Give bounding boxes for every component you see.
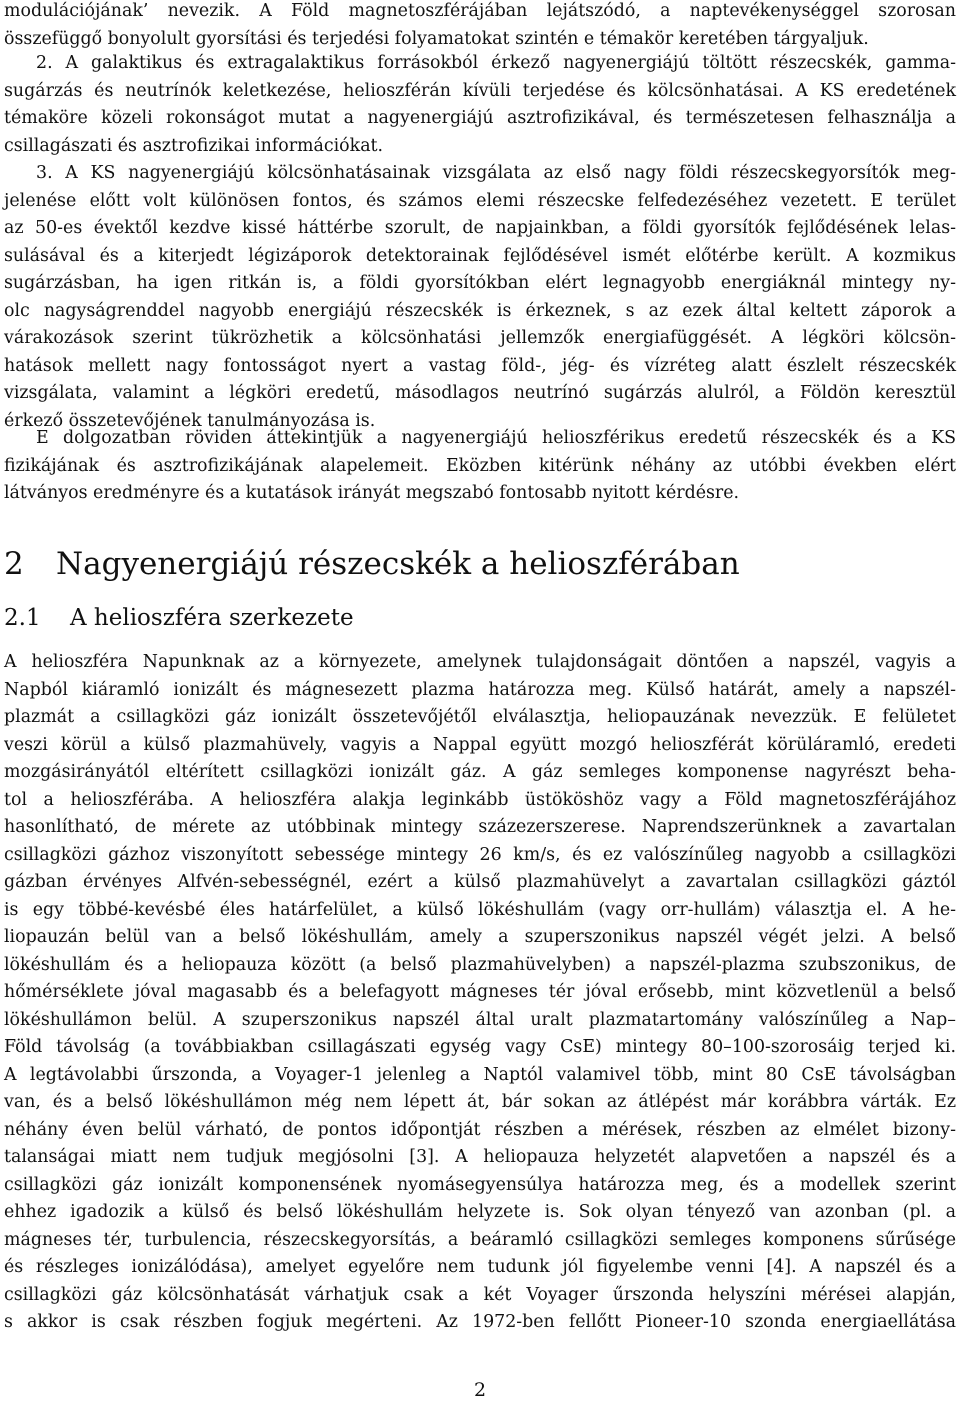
text-line: veszi körül a külső plazmahüvely, vagyis a Nappal együtt mozgó helioszférát körüláramló, eredeti [4, 734, 956, 755]
text-line: az 50-es évektől kezdve kissé háttérbe szorult, de napjainkban, a földi gyorsítók fejlődésének lelas- [4, 218, 956, 238]
subsection-heading [4, 602, 354, 634]
text-line: látványos eredményre és a kutatások irányát megszabó fontosabb nyitott kérdésre. [4, 483, 740, 503]
text-line: Föld távolság (a továbbiakban csillagászati egység vagy CsE) mintegy 80–100-szorosáig terjed ki. [4, 1037, 956, 1057]
text-line: sulásával és a kiterjedt légizáporok detektorainak fejlődésével ismét előtérbe került. A kozmikus [4, 245, 956, 266]
text-line: liopauzán belül van a belső lökéshullám, amely a szuperszonikus napszél végét jelzi. A belső [4, 927, 956, 947]
text-line: és részleges ionizálódása), amelyet egyelőre nem tudunk jól figyelembe venni [4]. A napszél és a [4, 1257, 956, 1277]
subsection-number: 2.1 [4, 605, 41, 631]
text-line: is egy többé-kevésbé éles határfelület, a külső lökéshullám (vagy orr-hullám) választja el. A he- [4, 899, 956, 920]
text-line: A legtávolabbi űrszonda, a Voyager-1 jelenleg a Naptól valamivel több, mint 80 CsE távolságban [4, 1064, 956, 1085]
text-line: érkező összetevőjének tanulmányozása is. [4, 410, 376, 431]
text-line: plazmát a csillagközi gáz ionizált összetevőjétől elválasztja, heliopauzának nevezzük. E felületet [4, 707, 956, 727]
text-line: csillagászati és asztrofizikai információkat. [4, 135, 384, 156]
text-line: csillagközi gáz ionizált komponensének nyomásegyensúlya határozza meg, és a modellek szerint [4, 1174, 956, 1195]
text-line: van, és a belső lökéshullámon még nem lépett át, bár sokan az átlépést már korábbra várták. Ez [4, 1092, 956, 1112]
text-line: csillagközi gáz kölcsönhatását várhatjuk csak a két Voyager űrszonda helyszíni mérései alapján, [4, 1284, 956, 1305]
text-line: témaköre közeli rokonságot mutat a nagyenergiájú asztrofizikával, és természetesen felhasználja a [4, 108, 956, 128]
text-line: sugárzás és neutrínók keletkezése, helioszférán kívüli terjedése és kölcsönhatásai. A KS eredetének [4, 80, 956, 101]
text-line: olc nagyságrenddel nagyobb energiájú részecskék is érkeznek, s az ezek által keltett záporok a [4, 300, 956, 321]
text-line: összefüggő bonyolult gyorsítási és terjedési folyamatokat szintén e témakör keretében tárgyaljuk. [4, 28, 869, 49]
text-line: E dolgozatban röviden áttekintjük a nagyenergiájú helioszférikus eredetű részecskék és a KS [36, 428, 956, 448]
text-line: mágneses tér, turbulencia, részecskegyorsítás, a beáramló csillagközi semleges komponens sűrűsége [4, 1229, 956, 1250]
list-item-3 [4, 160, 956, 435]
text-line: 3. A KS nagyenergiájú kölcsönhatásainak vizsgálata az első nagy földi részecskegyorsítók meg- [36, 163, 956, 183]
intro-paragraph [4, 0, 956, 53]
text-line: lökéshullámon belül. A szuperszonikus napszél által uralt plazmatartomány valószínűleg a Nap– [4, 1009, 956, 1030]
text-line: hőmérséklete jóval magasabb és a belefagyott mágneses tér jóval erősebb, mint közvetlenül a belső [4, 982, 956, 1002]
text-line: mozgásirányától eltérített csillagközi ionizált gáz. A gáz semleges komponense nagyrészt beha- [4, 762, 956, 782]
text-line: csillagközi gázhoz viszonyított sebessége mintegy 26 km/s, és ez valószínűleg nagyobb a csillagközi [4, 844, 956, 865]
section-number: 2 [4, 546, 24, 582]
summary-paragraph [4, 425, 956, 508]
text-line: várakozások szerint tükrözhetik a kölcsönhatási jellemzők energiafüggését. A légköri kölcsön- [4, 328, 956, 348]
text-line: ehhez igadozik a külső és belső lökéshullám helyzete is. Sok olyan tényező van azonban (pl. a [4, 1202, 956, 1222]
text-line: s akkor is csak részben fogjuk megérteni. Az 1972-ben fellőtt Pioneer-10 szonda energiaellátása [4, 1312, 956, 1332]
text-line: jelenése előtt volt különösen fontos, és számos elemi részecske felfedezéséhez vezetett. E terület [4, 190, 956, 211]
text-line: talanságai miatt nem tudjuk megjósolni [3]. A heliopauza helyzetét alapvetően a napszél és a [4, 1147, 956, 1167]
text-line: vizsgálata, valamint a légköri eredetű, másodlagos neutrínó sugárzás alulról, a Földön keresztül [4, 383, 956, 403]
text-line: A helioszféra Napunknak az a környezete, amelynek tulajdonságait döntően a napszél, vagyis a [4, 652, 956, 672]
body-paragraph [4, 649, 956, 1337]
text-line: hatások mellett nagy fontosságot nyert a vastag föld-, jég- és vízréteg alatt észlelt részecskék [4, 355, 956, 376]
text-line: fizikájának és asztrofizikájának alapelemeit. Eközben kitérünk néhány az utóbbi években elért [4, 455, 956, 476]
text-line: modulációjának’ nevezik. A Föld magnetoszférájában lejátszódó, a naptevékenységgel szorosan [4, 1, 956, 21]
text-line: Napból kiáramló ionizált és mágnesezett plazma határozza meg. Külső határát, amely a napszél- [4, 679, 956, 700]
subsection-title: A helioszféra szerkezete [70, 605, 354, 631]
text-line: sugárzásban, ha igen ritkán is, a földi gyorsítókban elért legnagyobb energiáknál mintegy ny- [4, 273, 956, 293]
page-number: 2 [473, 1379, 487, 1401]
text-line: 2. A galaktikus és extragalaktikus forrásokból érkező nagyenergiájú töltött részecskék, gamma- [36, 53, 956, 73]
text-line: lökéshullám és a heliopauza között (a belső plazmahüvelyben) a napszél-plazma szubszonikus, de [4, 954, 956, 975]
list-item-2 [4, 50, 956, 160]
section-title: Nagyenergiájú részecskék a helioszférában [56, 546, 740, 582]
text-line: hasonlítható, de mérete az utóbbinak mintegy százezerszerese. Naprendszerünknek a zavartalan [4, 817, 956, 837]
text-line: gázban érvényes Alfvén-sebességnél, ezért a külső plazmahüvelyt a zavartalan csillagközi gáztól [4, 872, 956, 892]
text-line: tol a helioszférába. A helioszféra alakja leginkább üstököshöz vagy a Föld magnetoszférájához [4, 789, 956, 810]
text-line: néhány éven belül várható, de pontos időpontját részben a mérések, részben az elmélet bizony- [4, 1119, 956, 1140]
section-heading [4, 544, 740, 584]
